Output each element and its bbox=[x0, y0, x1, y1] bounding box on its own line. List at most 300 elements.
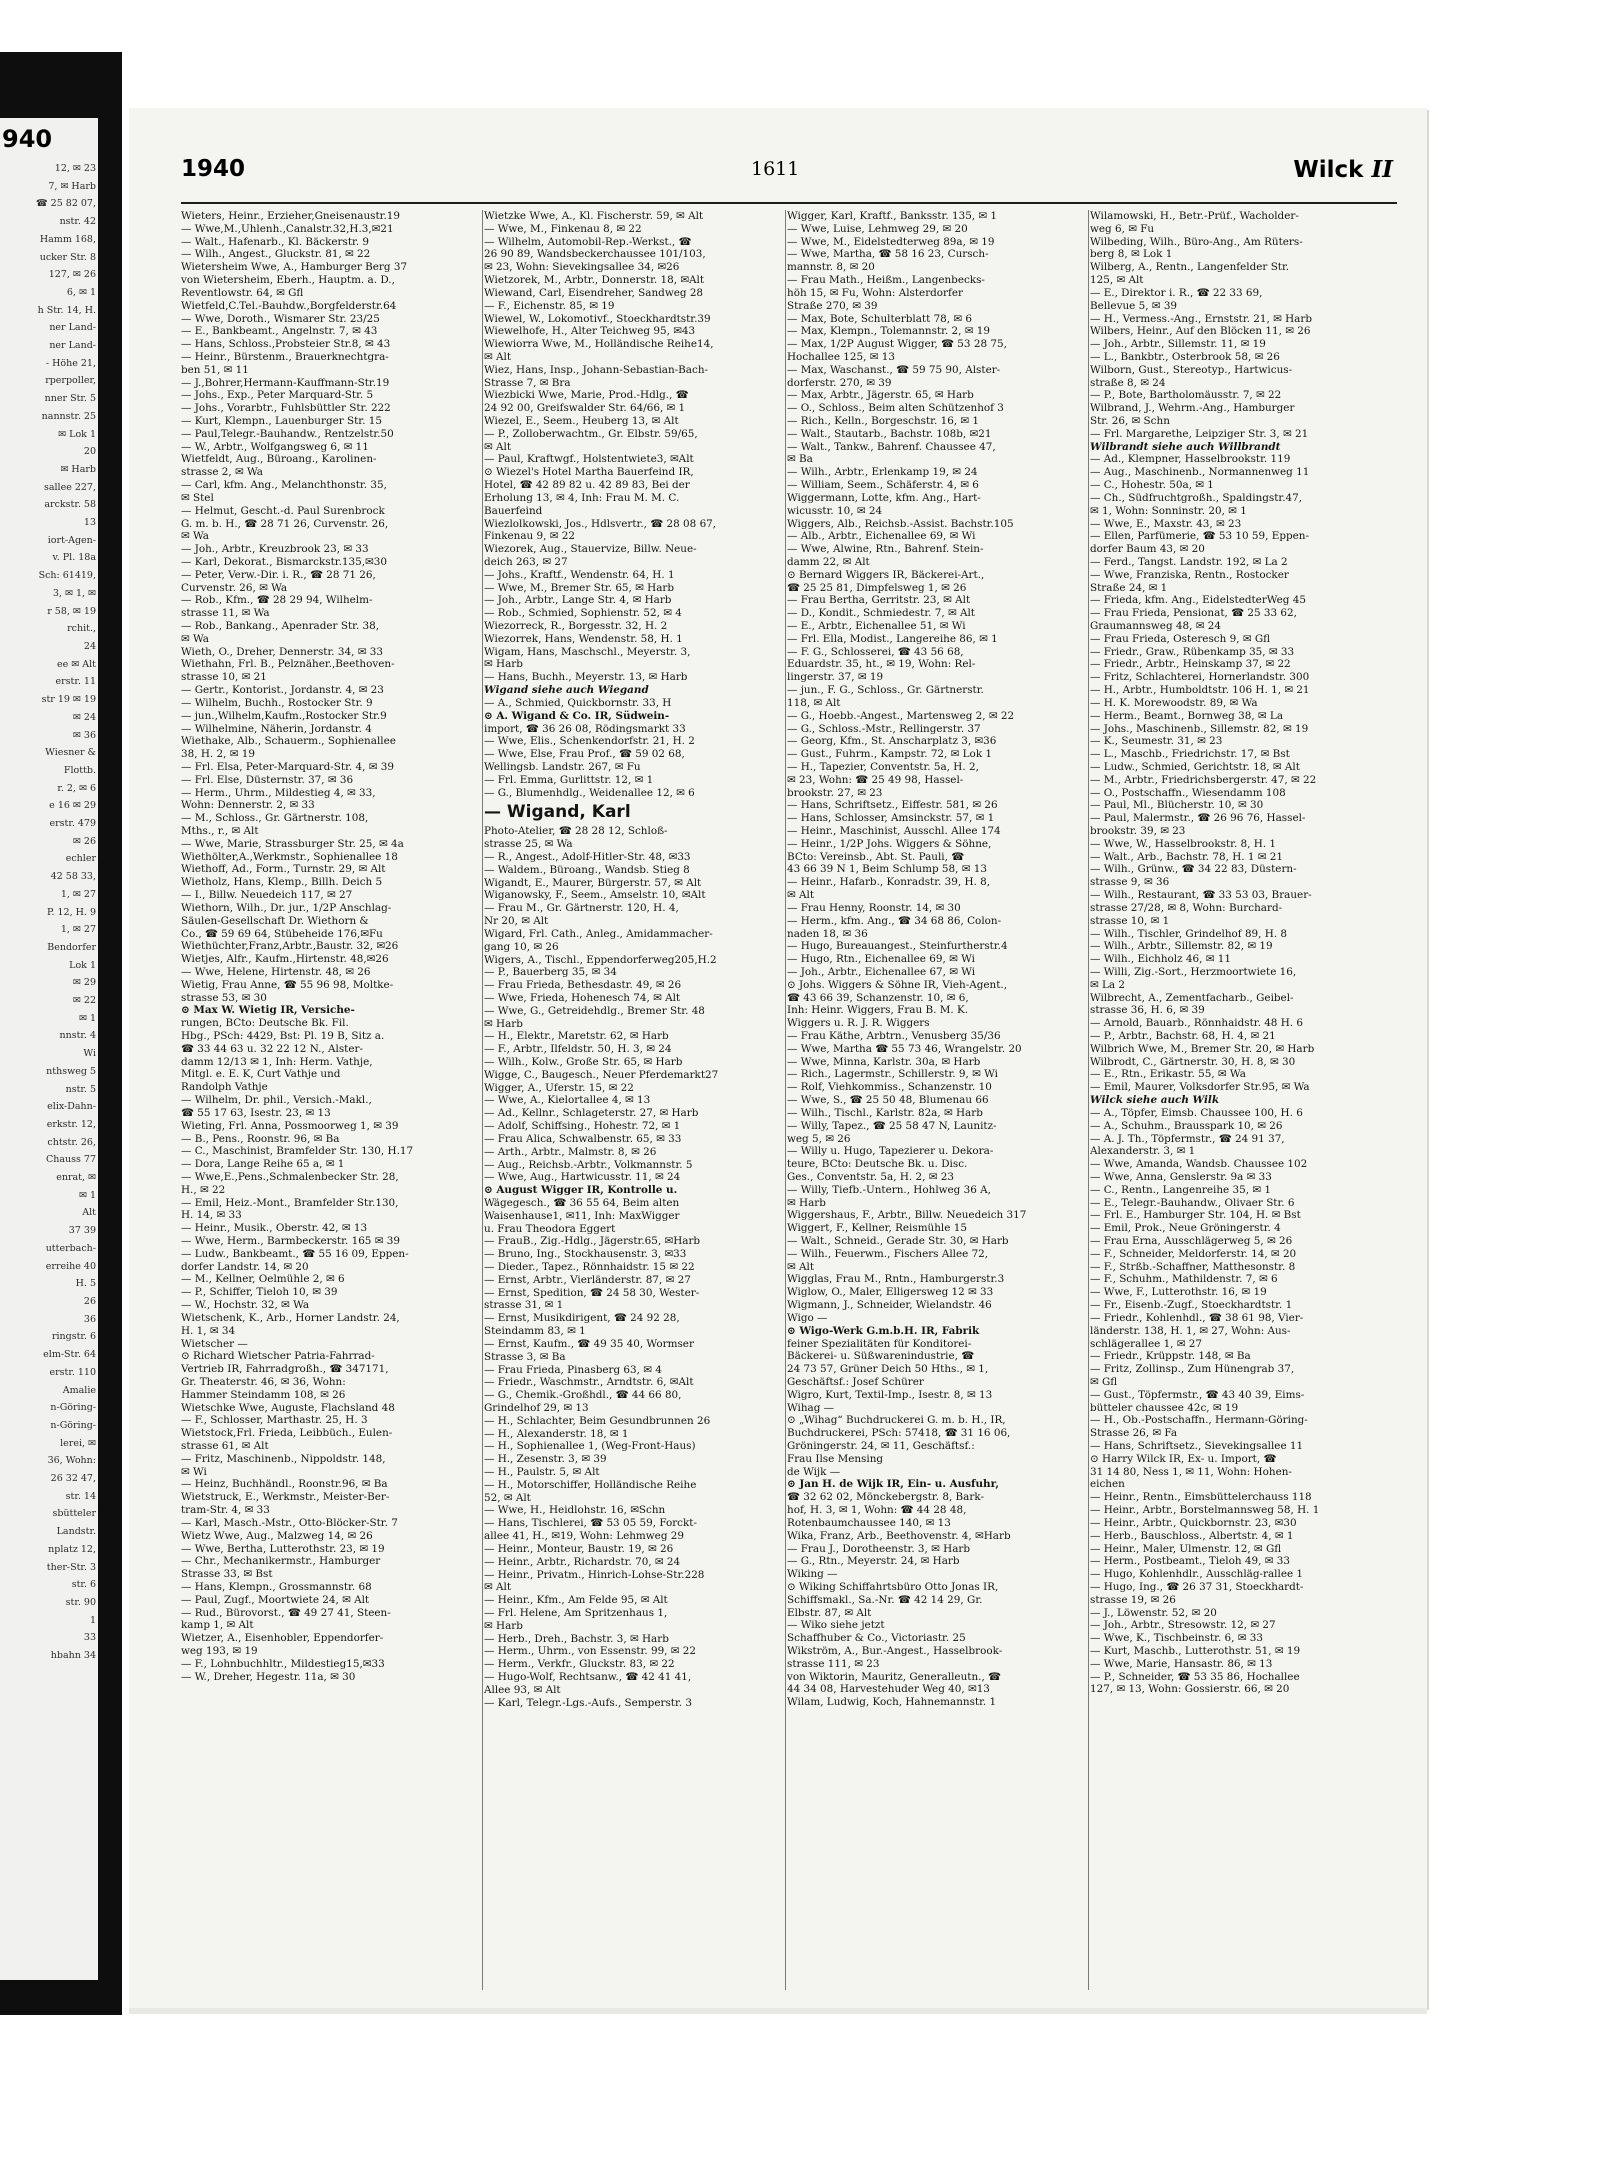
previous-page-lines bbox=[0, 160, 98, 1665]
directory-entry-line: u. Frau Theodora Eggert bbox=[484, 1222, 616, 1235]
directory-entry-line: — W., Dreher, Hegestr. 11a, ✉ 30 bbox=[181, 1670, 356, 1683]
directory-entry-line: — Friedr., Krüppstr. 148, ✉ Ba bbox=[1090, 1350, 1251, 1363]
directory-entry-line: — Fritz, Maschinenb., Nippoldstr. 148, bbox=[181, 1452, 386, 1465]
previous-page-line: 36 bbox=[83, 1313, 96, 1325]
previous-page-line: 3, ✉ 1, ✉ bbox=[52, 587, 96, 599]
directory-entry-line: — Aug., Reichsb.-Arbtr., Volkmannstr. 5 bbox=[484, 1158, 693, 1171]
directory-entry-line: Wigmann, J., Schneider, Wielandstr. 46 bbox=[787, 1299, 992, 1312]
previous-page-line: str. 90 bbox=[65, 1596, 96, 1608]
previous-page-line: utterbach- bbox=[45, 1242, 96, 1254]
directory-entry-line: G. m. b. H., ☎ 28 71 26, Curvenstr. 26, bbox=[181, 517, 389, 530]
previous-page-line: ther-Str. 3 bbox=[46, 1561, 96, 1573]
directory-entry-line: ✉ Stel bbox=[181, 491, 214, 504]
previous-page-line: iort-Agen- bbox=[47, 534, 96, 546]
directory-entry-line: Wilbers, Heinr., Auf den Blöcken 11, ✉ 26 bbox=[1090, 325, 1311, 338]
directory-entry-line: Wiggers u. R. J. R. Wiggers bbox=[787, 1017, 930, 1030]
previous-page-line: sbütteler bbox=[52, 1508, 96, 1520]
directory-entry-line: Straße 24, ✉ 1 bbox=[1090, 581, 1168, 594]
directory-entry-line: Grindelhof 29, ✉ 13 bbox=[484, 1401, 589, 1414]
previous-page-line: h Str. 14, H. bbox=[37, 304, 96, 316]
directory-entry-line: — C., Maschinist, Bramfelder Str. 130, H.17 bbox=[181, 1145, 414, 1158]
previous-page-line: ✉ 1 bbox=[78, 1189, 96, 1201]
directory-entry-line: strasse 2, ✉ Wa bbox=[181, 466, 263, 479]
directory-entry-line: Erholung 13, ✉ 4, Inh: Frau M. M. C. bbox=[484, 491, 680, 504]
previous-page-line: chtstr. 26, bbox=[47, 1136, 96, 1148]
directory-entry-line: — Gust., Töpfermstr., ☎ 43 40 39, Eims- bbox=[1090, 1388, 1305, 1401]
directory-entry-line: — Karl, Masch.-Mstr., Otto-Blöcker-Str. 7 bbox=[181, 1516, 398, 1529]
previous-page-line: nstr. 42 bbox=[59, 216, 96, 228]
directory-entry-line: ✉ 23, Wohn: Sievekingsallee 34, ✉26 bbox=[484, 261, 680, 274]
directory-entry-line: Wiezbicki Wwe, Marie, Prod.-Hdlg., ☎ bbox=[484, 389, 689, 402]
previous-page-line: Hamm 168, bbox=[39, 233, 96, 245]
directory-entry-line: Rotenbaumchaussee 140, ✉ 13 bbox=[787, 1516, 951, 1529]
previous-page-line: ✉ 26 bbox=[72, 835, 96, 847]
directory-entry-line: kamp 1, ✉ Alt bbox=[181, 1619, 254, 1632]
directory-entry-line: Str. 26, ✉ Schn bbox=[1090, 415, 1170, 427]
directory-entry-line: — Wwe, Marie, Strassburger Str. 25, ✉ 4a bbox=[181, 837, 404, 850]
directory-entry-line: — H., Vermess.-Ang., Ernststr. 21, ✉ Harb bbox=[1090, 312, 1312, 325]
previous-page-line: 1, ✉ 27 bbox=[60, 888, 96, 900]
directory-entry-line: Co., ☎ 59 69 64, Stübeheide 176,✉Fu bbox=[181, 927, 383, 940]
directory-entry-line: strasse 53, ✉ 30 bbox=[181, 991, 267, 1004]
directory-entry-line: strasse 10, ✉ 1 bbox=[1090, 914, 1170, 927]
directory-entry-line: — Wilh., Kolw., Große Str. 65, ✉ Harb bbox=[484, 1056, 683, 1068]
directory-entry-line: — Fr., Eisenb.-Zugf., Stoeckhardtstr. 1 bbox=[1090, 1299, 1293, 1312]
directory-entry-line: Wieth, O., Dreher, Dennerstr. 34, ✉ 33 bbox=[181, 645, 383, 658]
directory-entry-line: — Emil, Heiz.-Mont., Bramfelder Str.130, bbox=[181, 1196, 399, 1209]
directory-entry-line: — Wwe, Elis., Schenkendorfstr. 21, H. 2 bbox=[484, 735, 695, 748]
directory-entry-line: — Wwe, Doroth., Wismarer Str. 23/25 bbox=[181, 312, 380, 325]
directory-entry-line: — Hans, Schlosser, Amsinckstr. 57, ✉ 1 bbox=[787, 812, 995, 825]
previous-page-line: ✉ 1 bbox=[78, 1012, 96, 1024]
directory-entry-line: — Frau Bertha, Gerritstr. 23, ✉ Alt bbox=[787, 594, 971, 607]
directory-entry-line: — Alb., Arbtr., Eichenallee 69, ✉ Wi bbox=[787, 530, 976, 543]
directory-entry-line: Nr 20, ✉ Alt bbox=[484, 915, 549, 928]
directory-entry-line: 118, ✉ Alt bbox=[787, 696, 841, 709]
directory-entry-line: — Hans, Schriftsetz., Eiffestr. 581, ✉ 26 bbox=[787, 799, 998, 812]
directory-entry-line: ben 51, ✉ 11 bbox=[181, 363, 249, 376]
directory-entry-line: — Walt., Schneid., Gerade Str. 30, ✉ Harb bbox=[787, 1235, 1009, 1247]
directory-entry-line: — Gust., Fuhrm., Kampstr. 72, ✉ Lok 1 bbox=[787, 748, 993, 761]
directory-entry-line: — Frl. Elsa, Peter-Marquard-Str. 4, ✉ 39 bbox=[181, 760, 394, 773]
directory-entry-line: ⊙ Wigo-Werk G.m.b.H. IR, Fabrik bbox=[787, 1324, 980, 1337]
directory-entry-line: damm 22, ✉ Alt bbox=[787, 555, 870, 568]
directory-entry-line: — Frau Frieda, Pinasberg 63, ✉ 4 bbox=[484, 1363, 662, 1376]
directory-entry-line: Wilbrich Wwe, M., Bremer Str. 20, ✉ Harb bbox=[1090, 1042, 1315, 1055]
directory-entry-line: — Heinr., Arbtr., Borstelmannsweg 58, H. 1 bbox=[1090, 1504, 1320, 1517]
previous-page-line: r 58, ✉ 19 bbox=[47, 605, 96, 617]
previous-page-line: rperpoller, bbox=[45, 375, 96, 387]
directory-entry-line: — Heinr., Maler, Ulmenstr. 12, ✉ Gfl bbox=[1090, 1542, 1282, 1555]
directory-entry-line: Eduardstr. 35, ht., ✉ 19, Wohn: Rel- bbox=[787, 658, 976, 671]
directory-entry-line: Wohn: Dennerstr. 2, ✉ 33 bbox=[181, 799, 315, 812]
directory-entry-line: — Wwe,M.,Uhlenh.,Canalstr.32,H.3,✉21 bbox=[181, 222, 394, 235]
directory-entry-line: — O., Postschaffn., Wiesendamm 108 bbox=[1090, 786, 1286, 799]
previous-page-line: Chauss 77 bbox=[45, 1154, 96, 1166]
directory-entry-line: — Emil, Prok., Neue Gröningerstr. 4 bbox=[1090, 1222, 1281, 1235]
directory-entry-line: — E., Telegr.-Bauhandw., Olivaer Str. 6 bbox=[1090, 1196, 1295, 1209]
previous-page-line: Sch: 61419, bbox=[38, 570, 96, 582]
directory-entry-line: ☎ 33 44 63 u. 32 22 12 N., Alster- bbox=[181, 1042, 363, 1055]
directory-entry-line: Wigglas, Frau M., Rntn., Hamburgerstr.3 bbox=[787, 1273, 1005, 1286]
directory-entry-line: — P., Arbtr., Bachstr. 68, H. 4, ✉ 21 bbox=[1090, 1030, 1276, 1042]
directory-entry-line: — Emil, Maurer, Volksdorfer Str.95, ✉ Wa bbox=[1090, 1081, 1310, 1094]
directory-entry-line: Buchdruckerei, PSch: 57418, ☎ 31 16 06, bbox=[787, 1427, 1011, 1440]
directory-entry-line: berg 8, ✉ Lok 1 bbox=[1090, 248, 1173, 261]
directory-entry-line: — Bruno, Ing., Stockhausenstr. 3, ✉33 bbox=[484, 1248, 687, 1261]
directory-entry-line: — H., Alexanderstr. 18, ✉ 1 bbox=[484, 1427, 629, 1440]
directory-entry-line: von Wiktorin, Mauritz, Generalleutn., ☎ bbox=[787, 1670, 1001, 1683]
directory-entry-line: lingerstr. 37, ✉ 19 bbox=[787, 671, 884, 684]
directory-entry-line: ✉ Wi bbox=[181, 1465, 207, 1478]
header-rule bbox=[181, 202, 1397, 204]
directory-entry-line: — F. G., Schlosserei, ☎ 43 56 68, bbox=[787, 645, 964, 658]
directory-entry-line: — Wilhelmine, Näherin, Jordanstr. 4 bbox=[181, 722, 372, 735]
directory-entry-line: Wigo — bbox=[787, 1311, 828, 1324]
directory-entry-line: Bauerfeind bbox=[484, 504, 543, 517]
previous-page-line: Alt bbox=[82, 1207, 96, 1219]
directory-entry-line: Wiethüchter,Franz,Arbtr.,Baustr. 32, ✉26 bbox=[181, 940, 399, 953]
directory-entry-line: — Johs., Kraftf., Wendenstr. 64, H. 1 bbox=[484, 568, 675, 581]
directory-entry-line: Steindamm 83, ✉ 1 bbox=[484, 1325, 586, 1338]
directory-entry-line: Wilborn, Gust., Stereotyp., Hartwicus- bbox=[1090, 363, 1293, 376]
directory-entry-line: — P., Schiffer, Tieloh 10, ✉ 39 bbox=[181, 1286, 338, 1299]
previous-page-line: 6, ✉ 1 bbox=[66, 286, 96, 298]
directory-entry-line: dorfer Landstr. 14, ✉ 20 bbox=[181, 1260, 309, 1273]
directory-entry-line: Wilbeding, Wilh., Büro-Ang., Am Rüters- bbox=[1090, 235, 1303, 248]
previous-page-strip bbox=[0, 118, 98, 1980]
previous-page-line: str 19 ✉ 19 bbox=[41, 694, 96, 706]
directory-entry-line: — Heinr., Musik., Oberstr. 42, ✉ 13 bbox=[181, 1222, 368, 1235]
directory-entry-line: Strasse 33, ✉ Bst bbox=[181, 1568, 273, 1581]
directory-entry-line: — L., Maschb., Friedrichstr. 17, ✉ Bst bbox=[1090, 748, 1290, 761]
directory-entry-line: — E., Arbtr., Eichenallee 51, ✉ Wi bbox=[787, 620, 966, 632]
directory-entry-line: — Joh., Arbtr., Eichenallee 67, ✉ Wi bbox=[787, 965, 976, 978]
previous-page-line: 26 bbox=[83, 1296, 96, 1307]
directory-entry-line: — Wwe, Alwine, Rtn., Bahrenf. Stein- bbox=[787, 543, 984, 556]
directory-entry-line: Säulen-Gesellschaft Dr. Wiethorn & bbox=[181, 914, 369, 927]
directory-entry-line: — Heinr., Rentn., Eimsbüttelerchauss 118 bbox=[1090, 1491, 1312, 1504]
directory-entry-line: deich 263, ✉ 27 bbox=[484, 555, 568, 568]
directory-entry-line: — G., Chemik.-Großhdl., ☎ 44 66 80, bbox=[484, 1389, 682, 1402]
previous-page-line: n-Göring- bbox=[50, 1402, 96, 1414]
directory-entry-line: — Wwe, Else, Frau Prof., ☎ 59 02 68, bbox=[484, 748, 685, 761]
previous-page-line: 24 bbox=[83, 640, 96, 652]
directory-entry-line: Wiewelhofe, H., Alter Teichweg 95, ✉43 bbox=[484, 325, 696, 338]
directory-entry-line: Wiking — bbox=[787, 1568, 838, 1581]
directory-entry-line: — Friedr., Waschmstr., Arndtstr. 6, ✉Alt bbox=[484, 1376, 694, 1389]
directory-entry-line: — P., Zolloberwachtm., Gr. Elbstr. 59/65, bbox=[484, 427, 698, 440]
directory-entry-line: — Hugo, Ing., ☎ 26 37 31, Stoeckhardt- bbox=[1090, 1580, 1304, 1593]
directory-entry-line: länderstr. 138, H. 1, ✉ 27, Wohn: Aus- bbox=[1090, 1324, 1291, 1337]
directory-entry-line: damm 12/13 ✉ 1, Inh: Herm. Vathje, bbox=[181, 1055, 373, 1068]
directory-entry-line: — Herm., Beamt., Bornweg 38, ✉ La bbox=[1090, 709, 1284, 722]
previous-page-line: nplatz 12, bbox=[48, 1543, 96, 1555]
column-divider bbox=[482, 210, 483, 1990]
directory-entry-line: — W., Arbtr., Wolfgangsweg 6, ✉ 11 bbox=[181, 440, 369, 453]
directory-entry-line: — Paul,Telegr.-Bauhandw., Rentzelstr.50 bbox=[181, 427, 394, 440]
directory-entry-line: — Frieda, kfm. Ang., EidelstedterWeg 45 bbox=[1090, 594, 1306, 607]
directory-entry-line: Wigger, A., Uferstr. 15, ✉ 22 bbox=[484, 1081, 634, 1094]
directory-entry-line: — Wwe, Martha, ☎ 58 16 23, Cursch- bbox=[787, 248, 989, 261]
directory-entry-line: straße 8, ✉ 24 bbox=[1090, 376, 1166, 389]
running-head-roman: II bbox=[1371, 156, 1393, 183]
directory-entry-line: Finkenau 9, ✉ 22 bbox=[484, 530, 575, 543]
directory-entry-line: Strasse 3, ✉ Ba bbox=[484, 1350, 566, 1363]
directory-entry-line: — Rich., Lagermstr., Schillerstr. 9, ✉ Wi bbox=[787, 1068, 998, 1081]
directory-entry-line: — Wwe, Amanda, Wandsb. Chaussee 102 bbox=[1090, 1158, 1308, 1171]
directory-entry-line: — Ernst, Kaufm., ☎ 49 35 40, Wormser bbox=[484, 1337, 694, 1350]
directory-entry-line: Wilbrandt siehe auch Willbrandt bbox=[1090, 440, 1281, 453]
directory-entry-line: — H., Sophienallee 1, (Weg-Front-Haus) bbox=[484, 1440, 696, 1453]
directory-entry-line: — M., Schloss., Gr. Gärtnerstr. 108, bbox=[181, 812, 369, 825]
directory-entry-line: — Johs., Maschinenb., Sillemstr. 82, ✉ 19 bbox=[1090, 722, 1309, 735]
directory-entry-line: Wietfeld,C.Tel.-Bauhdw.,Borgfelderstr.64 bbox=[181, 299, 397, 312]
directory-entry-line: — A. J. Th., Töpfermstr., ☎ 24 91 37, bbox=[1090, 1132, 1285, 1145]
directory-entry-line: — Hans, Schriftsetz., Sievekingsallee 11 bbox=[1090, 1440, 1304, 1452]
directory-entry-line: ⊙ „Wihag“ Buchdruckerei G. m. b. H., IR, bbox=[787, 1414, 1006, 1427]
directory-entry-line: ⊙ Bernard Wiggers IR, Bäckerei-Art., bbox=[787, 568, 985, 581]
directory-entry-line: naden 18, ✉ 36 bbox=[787, 927, 868, 940]
directory-entry-line: Wietschke Wwe, Auguste, Flachsland 48 bbox=[181, 1401, 395, 1414]
directory-entry-line: Wigger, Karl, Kraftf., Banksstr. 135, ✉ 1 bbox=[787, 210, 998, 222]
directory-entry-line: — H., Arbtr., Humboldtstr. 106 H. 1, ✉ 21 bbox=[1090, 684, 1310, 697]
directory-entry-line: — Willy, Tiefb.-Untern., Hohlweg 36 A, bbox=[787, 1183, 991, 1196]
directory-entry-line: Wilbrecht, A., Zementfacharb., Geibel- bbox=[1090, 991, 1294, 1004]
header-page-number: 1611 bbox=[751, 158, 800, 180]
directory-entry-line: Wieters, Heinr., Erzieher,Gneisenaustr.19 bbox=[181, 210, 401, 222]
directory-entry-line: Wiethölter,A.,Werkmstr., Sophienallee 18 bbox=[181, 850, 398, 863]
previous-page-line: e 16 ✉ 29 bbox=[49, 800, 96, 812]
previous-page-line: erstr. 479 bbox=[49, 818, 96, 830]
directory-entry-line: — P., Schneider, ☎ 53 35 86, Hochallee bbox=[1090, 1670, 1300, 1683]
directory-entry-line: — Rich., Kelln., Borgeschstr. 16, ✉ 1 bbox=[787, 415, 980, 427]
directory-entry-line: — G., Blumenhdlg., Weidenallee 12, ✉ 6 bbox=[484, 786, 695, 799]
directory-entry-line: import, ☎ 36 26 08, Rödingsmarkt 33 bbox=[484, 722, 686, 735]
directory-entry-line: Wilck siehe auch Wilk bbox=[1090, 1094, 1220, 1107]
directory-entry-line: Schiffsmakl., Sa.-Nr. ☎ 42 14 29, Gr. bbox=[787, 1593, 983, 1606]
directory-entry-line: — Adolf, Schiffsing., Hohestr. 72, ✉ 1 bbox=[484, 1120, 681, 1133]
directory-entry-line: — Dieder., Tapez., Rönnhaidstr. 15 ✉ 22 bbox=[484, 1261, 695, 1273]
directory-entry-line: Wietscher — bbox=[181, 1337, 248, 1350]
directory-entry-line: — G., Schloss.-Mstr., Rellingerstr. 37 bbox=[787, 722, 981, 735]
directory-entry-line: — M., Arbtr., Friedrichsbergerstr. 47, ✉ 22 bbox=[1090, 773, 1317, 786]
directory-entry-line: — Wwe, M., Eidelstedterweg 89a, ✉ 19 bbox=[787, 235, 995, 248]
directory-entry-line: Wiewiorra Wwe, M., Holländische Reihe14, bbox=[484, 338, 714, 351]
directory-entry-line: — Aug., Maschinenb., Normannenweg 11 bbox=[1090, 466, 1310, 479]
directory-entry-line: — C., Hohestr. 50a, ✉ 1 bbox=[1090, 479, 1214, 492]
directory-entry-line: Wilbrand, J., Wehrm.-Ang., Hamburger bbox=[1090, 402, 1295, 415]
directory-entry-line: — Frau M., Gr. Gärtnerstr. 120, H. 4, bbox=[484, 902, 679, 915]
previous-page-line: sallee 227, bbox=[43, 481, 96, 493]
directory-entry-line: — H., Tapezier, Conventstr. 5a, H. 2, bbox=[787, 760, 979, 773]
directory-entry-line: — F., Arbtr., Ilfeldstr. 50, H. 3, ✉ 24 bbox=[484, 1043, 672, 1056]
directory-entry-line: Strasse 7, ✉ Bra bbox=[484, 376, 571, 389]
directory-entry-line: — Paul, Kraftwgf., Holstentwiete3, ✉Alt bbox=[484, 453, 694, 466]
column-divider bbox=[1088, 210, 1089, 1990]
directory-entry-line: strasse 27/28, ✉ 8, Wohn: Burchard- bbox=[1090, 901, 1283, 914]
directory-entry-line: — Walt., Stautarb., Bachstr. 108b, ✉21 bbox=[787, 427, 992, 440]
directory-entry-line: — Max, 1/2P August Wigger, ☎ 53 28 75, bbox=[787, 338, 1007, 351]
directory-entry-line: — M., Kellner, Oelmühle 2, ✉ 6 bbox=[181, 1273, 345, 1286]
directory-entry-line: ✉ Alt bbox=[484, 440, 512, 453]
directory-entry-line: — Joh., Arbtr., Kreuzbrook 23, ✉ 33 bbox=[181, 543, 369, 556]
directory-entry-line: — F., Lohnbuchhltr., Mildestieg15,✉33 bbox=[181, 1657, 385, 1670]
directory-entry-line: — F., Schuhm., Mathildenstr. 7, ✉ 6 bbox=[1090, 1273, 1278, 1286]
directory-entry-line: — Wwe, A., Kielortallee 4, ✉ 13 bbox=[484, 1094, 651, 1107]
directory-entry-line: Bellevue 5, ✉ 39 bbox=[1090, 299, 1178, 312]
directory-entry-line: — Max, Arbtr., Jägerstr. 65, ✉ Harb bbox=[787, 389, 974, 402]
directory-entry-line: — Kurt, Maschb., Lutterothstr. 51, ✉ 19 bbox=[1090, 1645, 1301, 1657]
directory-entry-line: Wiewand, Carl, Eisendreher, Sandweg 28 bbox=[484, 286, 704, 299]
directory-entry-line: — Walt., Arb., Bachstr. 78, H. 1 ✉ 21 bbox=[1090, 850, 1284, 863]
previous-page-line: lerei, ✉ bbox=[60, 1437, 96, 1449]
directory-entry-line: ✉ Alt bbox=[787, 1260, 815, 1273]
previous-page-line: 12, ✉ 23 bbox=[54, 163, 96, 174]
previous-page-line: nner Str. 5 bbox=[44, 393, 96, 405]
directory-entry-line: 31 14 80, Ness 1, ✉ 11, Wohn: Hohen- bbox=[1090, 1465, 1292, 1478]
directory-entry-line: Wiethahn, Frl. B., Pelznäher.,Beethoven- bbox=[181, 658, 395, 671]
directory-entry-line: — Frl. Emma, Gurlittstr. 12, ✉ 1 bbox=[484, 773, 654, 786]
directory-entry-line: — Willy, Tapez., ☎ 25 58 47 N, Launitz- bbox=[787, 1119, 997, 1132]
directory-entry-line: — Wwe, W., Hasselbrookstr. 8, H. 1 bbox=[1090, 837, 1277, 850]
previous-page-line: ner Land- bbox=[49, 340, 96, 352]
directory-entry-line: Wigam, Hans, Maschschl., Meyerstr. 3, bbox=[484, 645, 691, 658]
directory-entry-line: — P., Bauerberg 35, ✉ 34 bbox=[484, 966, 617, 979]
directory-entry-line: Wietersheim Wwe, A., Hamburger Berg 37 bbox=[181, 261, 408, 274]
directory-entry-line: Wellingsb. Landstr. 267, ✉ Fu bbox=[484, 760, 641, 773]
previous-page-line: str. 6 bbox=[71, 1579, 96, 1591]
previous-page-line: Amalie bbox=[62, 1384, 96, 1396]
directory-entry-line: dorfer Baum 43, ✉ 20 bbox=[1090, 543, 1205, 556]
directory-entry-line: Gröningerstr. 24, ✉ 11, Geschäftsf.: bbox=[787, 1440, 975, 1452]
directory-entry-line: — Wwe, Marie, Hansastr. 86, ✉ 13 bbox=[1090, 1657, 1273, 1670]
directory-entry-line: — Wwe, Minna, Karlstr. 30a, ✉ Harb bbox=[787, 1055, 981, 1068]
directory-entry-line: — Wwe, Aug., Hartwicusstr. 11, ✉ 24 bbox=[484, 1171, 681, 1184]
directory-entry-line: — Heinr., Arbtr., Richardstr. 70, ✉ 24 bbox=[484, 1555, 681, 1568]
directory-entry-line: Wilbrodt, C., Gärtnerstr. 30, H. 8, ✉ 30 bbox=[1090, 1055, 1296, 1068]
directory-entry-line: Wigge, C., Baugesch., Neuer Pferdemarkt27 bbox=[484, 1068, 719, 1081]
directory-entry-line: Allee 93, ✉ Alt bbox=[484, 1683, 561, 1696]
directory-entry-line: Wietstruck, E., Werkmstr., Meister-Ber- bbox=[181, 1491, 390, 1504]
directory-entry-line: — F., Eichenstr. 85, ✉ 19 bbox=[484, 299, 615, 312]
directory-entry-line: — Heinz, Buchhändl., Roonstr.96, ✉ Ba bbox=[181, 1478, 388, 1491]
directory-entry-line: — Friedr., Graw., Rübenkamp 35, ✉ 33 bbox=[1090, 645, 1295, 658]
previous-page-line: Bendorfer bbox=[47, 941, 96, 953]
directory-entry-line: Hochallee 125, ✉ 13 bbox=[787, 350, 895, 363]
directory-entry-line: — E., Direktor i. R., ☎ 22 33 69, bbox=[1090, 286, 1263, 299]
directory-entry-line: — Frl. Else, Düsternstr. 37, ✉ 36 bbox=[181, 773, 354, 786]
directory-entry-line: strasse 31, ✉ 1 bbox=[484, 1299, 564, 1312]
directory-entry-line: — Kurt, Klempn., Lauenburger Str. 15 bbox=[181, 415, 382, 427]
directory-entry-line: Curvenstr. 26, ✉ Wa bbox=[181, 581, 288, 594]
directory-entry-line: — Paul, Ml., Blücherstr. 10, ✉ 30 bbox=[1090, 799, 1264, 812]
directory-entry-line: — Frau Math., Heißm., Langenbecks- bbox=[787, 274, 985, 287]
directory-entry-line: — Wwe, M., Bremer Str. 65, ✉ Harb bbox=[484, 581, 675, 594]
directory-entry-line: — Wwe, S., ☎ 25 50 48, Blumenau 66 bbox=[787, 1094, 989, 1107]
directory-entry-line: — Frau Käthe, Arbtrn., Venusberg 35/36 bbox=[787, 1030, 1001, 1042]
directory-entry-line: Wieting, Frl. Anna, Possmoorweg 1, ✉ 39 bbox=[181, 1119, 399, 1132]
directory-entry-line: allee 41, H., ✉19, Wohn: Lehmweg 29 bbox=[484, 1530, 685, 1543]
directory-entry-line: — Hans, Buchh., Meyerstr. 13, ✉ Harb bbox=[484, 671, 688, 684]
directory-entry-line: — B., Pens., Roonstr. 96, ✉ Ba bbox=[181, 1132, 340, 1145]
directory-entry-line: Wiewel, W., Lokomotivf., Stoeckhardtstr.39 bbox=[484, 312, 711, 325]
directory-entry-line: ✉ Ba bbox=[787, 453, 813, 466]
directory-entry-line: — Willi, Zig.-Sort., Herzmoortwiete 16, bbox=[1090, 965, 1297, 978]
directory-entry-line: — Johs., Exp., Peter Marquard-Str. 5 bbox=[181, 389, 374, 402]
previous-page-line: ☎ 25 82 07, bbox=[35, 198, 96, 210]
directory-entry-line: — Heinr., Maschinist, Ausschl. Allee 174 bbox=[787, 825, 1001, 837]
directory-entry-line: — Herm., kfm. Ang., ☎ 34 68 86, Colon- bbox=[787, 914, 1002, 927]
directory-entry-line: schlägerallee 1, ✉ 27 bbox=[1090, 1337, 1203, 1350]
directory-entry-line: strasse 11, ✉ Wa bbox=[181, 607, 270, 620]
directory-entry-line: ✉ Alt bbox=[787, 889, 815, 902]
directory-entry-line: — Frau J., Dorotheenstr. 3, ✉ Harb bbox=[787, 1542, 971, 1555]
directory-entry-line: — Frau Frieda, Bethesdastr. 49, ✉ 26 bbox=[484, 979, 682, 992]
directory-entry-line: — Fritz, Zollinsp., Zum Hünengrab 37, bbox=[1090, 1363, 1295, 1376]
directory-entry-line: 24 73 57, Grüner Deich 50 Hths., ✉ 1, bbox=[787, 1363, 989, 1376]
directory-entry-line: ☎ 32 62 02, Mönckebergstr. 8, Bark- bbox=[787, 1491, 984, 1504]
directory-entry-line: — Ferd., Tangst. Landstr. 192, ✉ La 2 bbox=[1090, 555, 1288, 568]
directory-entry-line: — H., Elektr., Maretstr. 62, ✉ Harb bbox=[484, 1030, 669, 1043]
directory-entry-line: ✉ Harb bbox=[484, 658, 523, 671]
directory-entry-line: eichen bbox=[1090, 1478, 1125, 1491]
header-year: 1940 bbox=[181, 156, 246, 182]
directory-entry-line: H. 14, ✉ 33 bbox=[181, 1209, 242, 1222]
directory-entry-line: Wilamowski, H., Betr.-Prüf., Wacholder- bbox=[1090, 210, 1299, 222]
previous-page-line: erstr. 110 bbox=[49, 1366, 96, 1378]
directory-entry-line: — Joh., Arbtr., Sillemstr. 11, ✉ 19 bbox=[1090, 338, 1266, 351]
directory-entry-line: ✉ Alt bbox=[484, 350, 512, 363]
directory-entry-line: — K., Seumestr. 31, ✉ 23 bbox=[1090, 735, 1223, 748]
directory-entry-line: H. 1, ✉ 34 bbox=[181, 1324, 236, 1337]
directory-entry-line: Randolph Vathje bbox=[181, 1081, 268, 1094]
directory-entry-line: — Wilh., Eichholz 46, ✉ 11 bbox=[1090, 953, 1231, 966]
directory-entry-line: rungen, BCto: Deutsche Bk. Fil. bbox=[181, 1017, 349, 1030]
previous-page-line: 33 bbox=[83, 1632, 96, 1644]
directory-entry-line: — Heinr., 1/2P Johs. Wiggers & Söhne, bbox=[787, 837, 992, 850]
directory-entry-line: ⊙ Max W. Wietig IR, Versiche- bbox=[181, 1004, 355, 1017]
directory-entry-line: strasse 61, ✉ Alt bbox=[181, 1440, 269, 1452]
directory-entry-line: 38, H. 2, ✉ 19 bbox=[181, 748, 255, 761]
directory-entry-line: ✉ Gfl bbox=[1090, 1375, 1118, 1388]
directory-entry-line: Hammer Steindamm 108, ✉ 26 bbox=[181, 1388, 346, 1401]
previous-page-line: 1 bbox=[89, 1614, 96, 1626]
directory-entry-line: — C., Rentn., Langenreihe 35, ✉ 1 bbox=[1090, 1183, 1271, 1196]
directory-entry-line: feiner Spezialitäten für Konditorei- bbox=[787, 1337, 972, 1350]
directory-entry-line: — Hugo, Kohlenhdlr., Ausschläg-rallee 1 bbox=[1090, 1568, 1304, 1581]
directory-entry-line: — Ludw., Bankbeamt., ☎ 55 16 09, Eppen- bbox=[181, 1247, 409, 1260]
directory-entry-line: ⊙ August Wigger IR, Kontrolle u. bbox=[484, 1184, 678, 1197]
directory-entry-line: Wiezel, E., Seem., Heuberg 13, ✉ Alt bbox=[484, 415, 679, 427]
directory-entry-line: — Heinr., Bürstenm., Brauerknechtgra- bbox=[181, 350, 389, 363]
previous-page-line: 127, ✉ 26 bbox=[48, 269, 96, 281]
directory-entry-line: Bäckerei- u. Süßwarenindustrie, ☎ bbox=[787, 1350, 975, 1363]
column-1 bbox=[181, 210, 481, 1990]
directory-entry-line: — Wilh., Arbtr., Erlenkamp 19, ✉ 24 bbox=[787, 466, 978, 479]
directory-entry-line: Hotel, ☎ 42 89 82 u. 42 89 83, Bei der bbox=[484, 479, 690, 492]
previous-page-line: str. 14 bbox=[65, 1490, 96, 1502]
directory-entry-line: — Heinr., Kfm., Am Felde 95, ✉ Alt bbox=[484, 1594, 668, 1607]
previous-page-line: 1, ✉ 27 bbox=[60, 924, 96, 936]
directory-entry-line: Wilam, Ludwig, Koch, Hahnemannstr. 1 bbox=[787, 1696, 997, 1709]
directory-entry-line: — Wilhelm, Buchh., Rostocker Str. 9 bbox=[181, 696, 373, 709]
directory-entry-line: — Herm., Verkfr., Gluckstr. 83, ✉ 22 bbox=[484, 1658, 675, 1671]
previous-page-line: P. 12, H. 9 bbox=[46, 906, 96, 918]
directory-entry-line: weg 6, ✉ Fu bbox=[1090, 222, 1155, 235]
directory-entry-line: Mths., r., ✉ Alt bbox=[181, 825, 259, 837]
directory-entry-line: — Wilhelm, Dr. phil., Versich.-Makl., bbox=[181, 1094, 372, 1107]
